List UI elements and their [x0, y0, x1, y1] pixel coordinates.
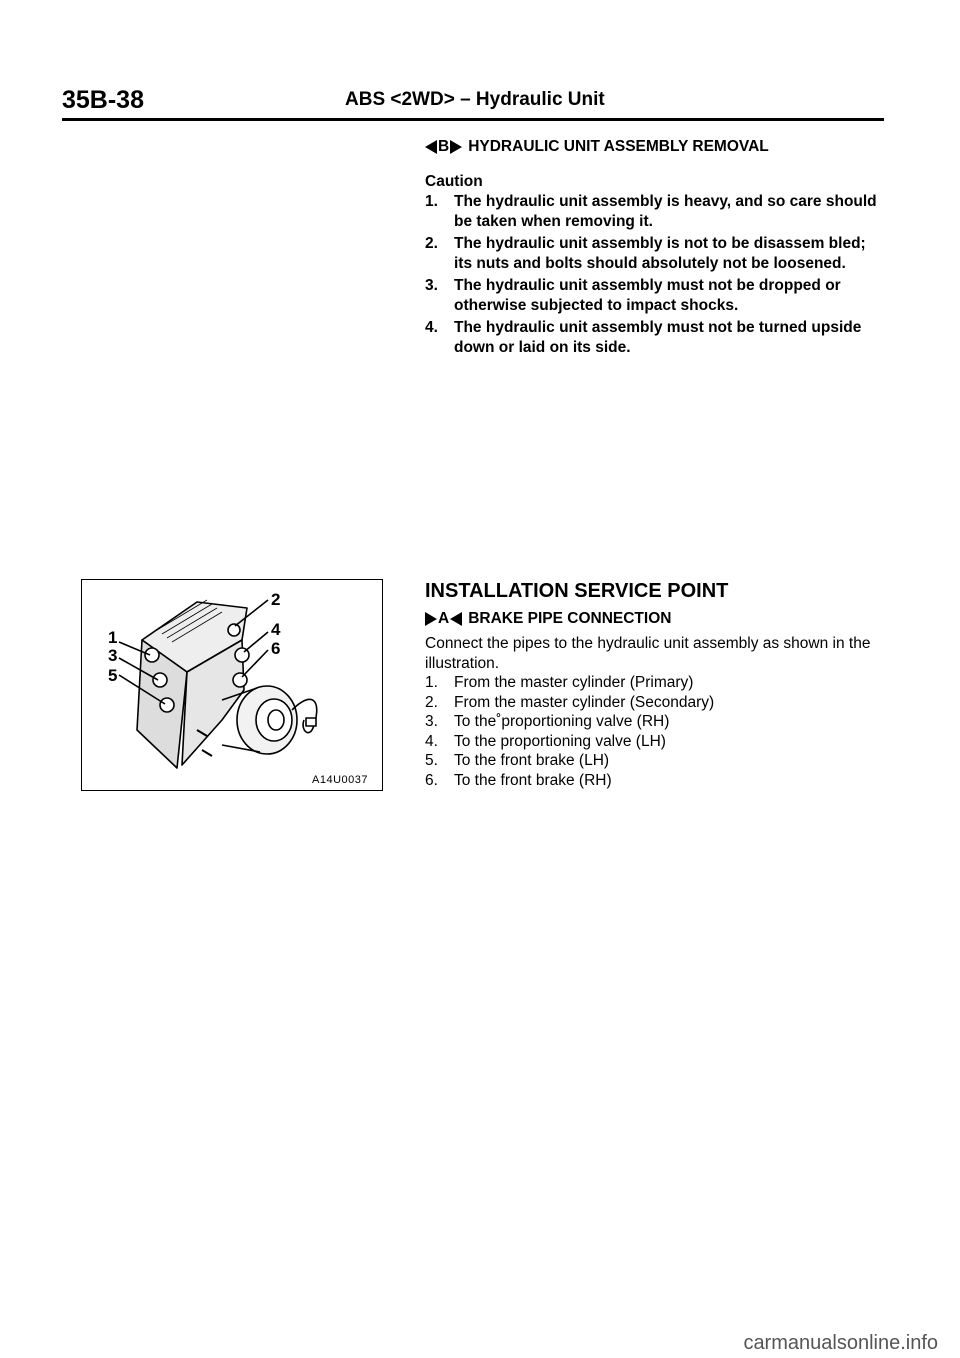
removal-heading: [425, 138, 885, 156]
step-text: From the master cylinder (Primary): [454, 674, 694, 691]
right-triangle-icon: [450, 140, 462, 154]
figure-code: A14U0037: [312, 774, 368, 786]
callout-5: 5: [108, 666, 118, 685]
mark-letter: B: [438, 138, 450, 155]
callout-3: 3: [108, 646, 118, 665]
step-item: [425, 693, 885, 713]
step-text: To the proportioning valve (LH): [454, 732, 666, 750]
item-number: 3.: [425, 277, 438, 294]
page-header-title: ABS <2WD> – Hydraulic Unit: [345, 89, 605, 110]
step-item: [425, 712, 885, 732]
step-number: 6.: [425, 771, 438, 789]
step-item: [425, 732, 885, 752]
page-number: 35B-38: [62, 86, 144, 114]
installation-steps: [425, 673, 885, 791]
caution-label: Caution: [425, 173, 483, 190]
step-number: 5.: [425, 752, 438, 770]
item-text: The hydraulic unit assembly is heavy, and so care should be taken when removing it.: [454, 193, 877, 230]
callout-6: 6: [271, 639, 281, 658]
step-number: 1.: [425, 674, 438, 691]
callout-4: 4: [271, 620, 281, 639]
step-text: From the master cylinder (Secondary): [454, 693, 715, 711]
item-number: 1.: [425, 193, 438, 210]
removal-section: [425, 138, 885, 360]
installation-intro: Connect the pipes to the hydraulic unit assembly as shown in the illustration.: [425, 635, 871, 672]
installation-section: [425, 580, 885, 791]
step-item: [425, 751, 885, 771]
hydraulic-unit-figure: [81, 579, 383, 791]
mark-letter: A: [438, 610, 450, 627]
item-text: The hydraulic unit assembly must not be dropped or otherwise subjected to impact shocks.: [454, 277, 841, 314]
item-number: 2.: [425, 235, 438, 252]
step-text: To the front brake (RH): [454, 771, 612, 789]
step-item: [425, 673, 885, 693]
step-number: 3.: [425, 713, 438, 731]
callout-2: 2: [271, 590, 281, 609]
installation-title: INSTALLATION SERVICE POINT: [425, 580, 729, 602]
step-text: To the˚proportioning valve (RH): [454, 713, 670, 731]
right-triangle-icon: [425, 612, 437, 626]
caution-item: [425, 276, 885, 315]
removal-heading-text: HYDRAULIC UNIT ASSEMBLY REMOVAL: [468, 138, 769, 155]
watermark: carmanualsonline.info: [743, 1332, 938, 1354]
caution-item: [425, 234, 885, 273]
item-text: The hydraulic unit assembly is not to be disassem bled; its nuts and bolts should absolutely not be loosened.: [454, 235, 866, 272]
caution-item: [425, 192, 885, 231]
step-text: To the front brake (LH): [454, 752, 610, 770]
item-text: The hydraulic unit assembly must not be turned upside down or laid on its side.: [454, 319, 862, 356]
item-number: 4.: [425, 319, 438, 336]
installation-heading: [425, 610, 885, 628]
callout-1: 1: [108, 628, 118, 647]
header-rule: [62, 118, 884, 121]
step-number: 4.: [425, 732, 438, 750]
left-triangle-icon: [425, 140, 437, 154]
step-number: 2.: [425, 693, 438, 711]
left-triangle-icon: [450, 612, 462, 626]
hydraulic-unit-illustration: [82, 580, 381, 789]
step-item: [425, 771, 885, 791]
caution-list: [425, 192, 885, 357]
caution-item: [425, 318, 885, 357]
installation-heading-text: BRAKE PIPE CONNECTION: [468, 610, 672, 627]
